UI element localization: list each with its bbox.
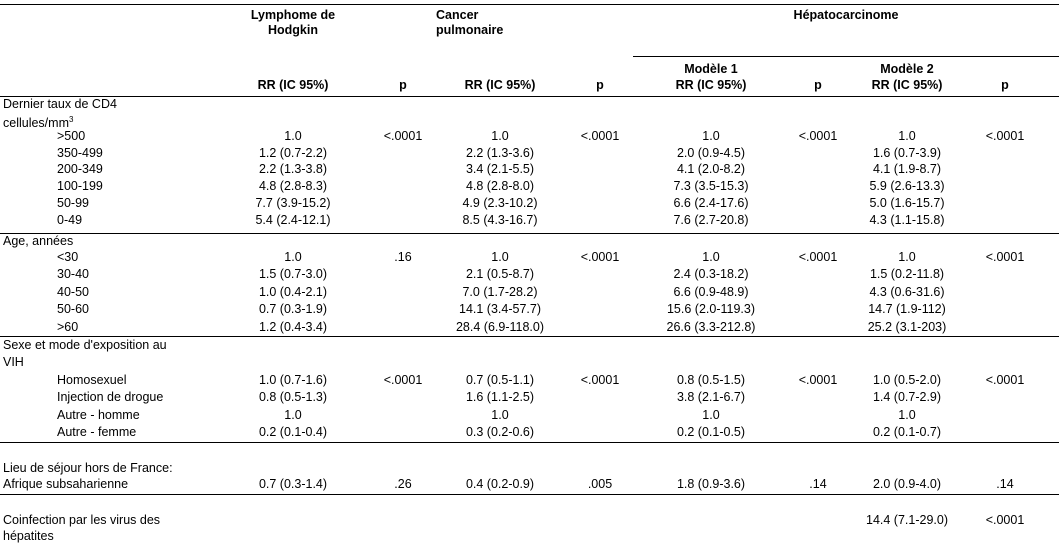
row-label: 200-349 [57,162,103,177]
row-coinfection-c4: 14.4 (7.1-29.0) [866,513,948,527]
header-model2: Modèle 2 [880,62,934,76]
cell-c2: 4.8 (2.8-8.0) [465,179,535,194]
cell-c3: 7.3 (3.5-15.3) [673,179,749,194]
section-title-coinfection-2: hépatites [3,529,54,543]
cell-c2: 1.6 (1.1-2.5) [465,390,535,405]
row-coinfection-p4: <.0001 [985,513,1025,527]
cell-c1: 2.2 (1.3-3.8) [258,162,328,177]
row-label: 40-50 [57,284,89,299]
cell-c3: 1.0 [702,250,720,264]
cell-c3: 2.0 (0.9-4.5) [676,145,746,160]
row-afrique-label: Afrique subsaharienne [3,477,129,491]
cell-c4: 4.1 (1.9-8.7) [872,162,942,177]
cell-c1: 1.2 (0.4-3.4) [258,319,328,334]
cell-c1: 1.0 [284,250,302,264]
cell-c4: 1.5 (0.2-11.8) [869,267,945,282]
cell-p1: <.0001 [383,373,423,387]
section-rule-3 [0,442,1059,443]
row-label: 0-49 [57,212,83,227]
cell-c2: 0.3 (0.2-0.6) [465,424,535,439]
unit-superscript: 3 [69,115,74,124]
cell-c1: 4.8 (2.8-8.3) [258,179,328,194]
cell-c2: 3.4 (2.1-5.5) [465,162,535,177]
top-rule [0,4,1059,5]
cell-c3: 6.6 (2.4-17.6) [673,195,749,210]
row-label: >60 [57,319,79,334]
cell-c4: 1.4 (0.7-2.9) [872,390,942,405]
cell-c4: 4.3 (0.6-31.6) [869,284,945,299]
cell-c3: 0.8 (0.5-1.5) [676,373,746,387]
cell-p4: <.0001 [985,373,1025,387]
header-cancer: Cancer pulmonaire [436,8,504,37]
row-label: Homosexuel [57,373,127,387]
cell-c4: 1.0 (0.5-2.0) [872,373,942,387]
header-p-3: p [814,78,822,92]
cell-c1: 5.4 (2.4-12.1) [255,212,331,227]
cell-c2: 7.0 (1.7-28.2) [462,284,538,299]
row-label: >500 [57,129,86,143]
row-label: 350-499 [57,145,103,160]
section-rule-4 [0,494,1059,495]
header-hepatocarcinome: Hépatocarcinome [793,8,899,22]
cell-c1: 1.5 (0.7-3.0) [258,267,328,282]
row-afrique-p2: .005 [587,477,613,491]
cell-p3: <.0001 [798,250,838,264]
section-rule-2 [0,336,1059,337]
header-rr-2: RR (IC 95%) [464,78,536,92]
row-label: Autre - femme [57,424,137,439]
header-p-2: p [596,78,604,92]
header-rr-3: RR (IC 95%) [675,78,747,92]
row-label: 30-40 [57,267,89,282]
cell-c1: 1.2 (0.7-2.2) [258,145,328,160]
row-afrique-p1: .26 [394,477,412,491]
cell-p1: <.0001 [383,129,423,143]
cell-p2: <.0001 [580,373,620,387]
cell-c4: 1.0 [898,250,916,264]
row-afrique-c1: 0.7 (0.3-1.4) [258,477,328,491]
section-rule-1 [0,233,1059,234]
cell-c1: 1.0 [284,129,302,143]
cell-c3: 3.8 (2.1-6.7) [676,390,746,405]
cell-c3: 1.0 [702,407,720,422]
cell-p1: .16 [394,250,412,264]
cell-c3: 0.2 (0.1-0.5) [676,424,746,439]
cell-c1: 1.0 (0.4-2.1) [258,284,328,299]
section-title-sexe: Sexe et mode d'exposition au [3,338,167,352]
cell-c3: 15.6 (2.0-119.3) [666,302,756,317]
cell-c4: 5.0 (1.6-15.7) [869,195,945,210]
section-title-age: Age, années [3,234,74,248]
cell-p2: <.0001 [580,129,620,143]
row-label: 100-199 [57,179,103,194]
header-lymphome: Lymphome de Hodgkin [250,8,336,37]
cell-c4: 1.0 [898,407,916,422]
cell-c2: 1.0 [491,250,509,264]
header-model1: Modèle 1 [684,62,738,76]
row-afrique-c2: 0.4 (0.2-0.9) [465,477,535,491]
cell-c3: 6.6 (0.9-48.9) [673,284,749,299]
header-p-4: p [1001,78,1009,92]
cell-c4: 14.7 (1.9-112) [868,302,946,317]
row-afrique-p4: .14 [996,477,1014,491]
cell-c4: 4.3 (1.1-15.8) [869,212,945,227]
cell-c1: 1.0 [284,407,302,422]
cell-c2: 2.2 (1.3-3.6) [465,145,535,160]
cell-c1: 0.7 (0.3-1.9) [258,302,328,317]
cell-c2: 8.5 (4.3-16.7) [462,212,538,227]
cell-c2: 0.7 (0.5-1.1) [465,373,535,387]
section-title-cd4-unit: cellules/$mm^3$ [3,115,74,131]
row-label: 50-99 [57,195,89,210]
cell-c3: 2.4 (0.3-18.2) [673,267,749,282]
cell-p3: <.0001 [798,373,838,387]
cell-c4: 1.0 [898,129,916,143]
cell-p2: <.0001 [580,250,620,264]
section-title-cd4: Dernier taux de CD4 [3,97,117,111]
cell-c3: 1.0 [702,129,720,143]
cell-c4: 0.2 (0.1-0.7) [872,424,942,439]
cell-c4: 5.9 (2.6-13.3) [869,179,945,194]
cell-c1: 0.2 (0.1-0.4) [258,424,328,439]
cell-p4: <.0001 [985,250,1025,264]
section-title-coinfection: Coinfection par les virus des [3,513,161,527]
row-afrique-p3: .14 [809,477,827,491]
section-title-lieu: Lieu de séjour hors de France: [3,461,173,475]
hepato-subheader-rule [633,56,1059,57]
row-label: Autre - homme [57,407,140,422]
cell-c2: 14.1 (3.4-57.7) [459,302,541,317]
cell-c4: 25.2 (3.1-203) [867,319,947,334]
cell-c1: 1.0 (0.7-1.6) [258,373,328,387]
cell-c3: 4.1 (2.0-8.2) [676,162,746,177]
header-rr-1: RR (IC 95%) [257,78,329,92]
cell-c3: 7.6 (2.7-20.8) [673,212,749,227]
cell-c4: 1.6 (0.7-3.9) [872,145,942,160]
row-afrique-c4: 2.0 (0.9-4.0) [872,477,942,491]
cell-c3: 26.6 (3.3-212.8) [666,319,756,334]
row-afrique-c3: 1.8 (0.9-3.6) [676,477,746,491]
header-p-1: p [399,78,407,92]
row-label: Injection de drogue [57,390,164,405]
cell-c2: 2.1 (0.5-8.7) [465,267,535,282]
cell-c2: 4.9 (2.3-10.2) [462,195,538,210]
cell-p4: <.0001 [985,129,1025,143]
cell-c2: 1.0 [491,407,509,422]
cell-c1: 0.8 (0.5-1.3) [258,390,328,405]
section-title-sexe-2: VIH [3,355,24,369]
cell-c2: 1.0 [491,129,509,143]
cell-c1: 7.7 (3.9-15.2) [255,195,331,210]
header-rr-4: RR (IC 95%) [871,78,943,92]
cell-p3: <.0001 [798,129,838,143]
cell-c2: 28.4 (6.9-118.0) [455,319,545,334]
row-label: 50-60 [57,302,89,317]
row-label: <30 [57,250,79,264]
header-bottom-rule [0,96,1059,97]
